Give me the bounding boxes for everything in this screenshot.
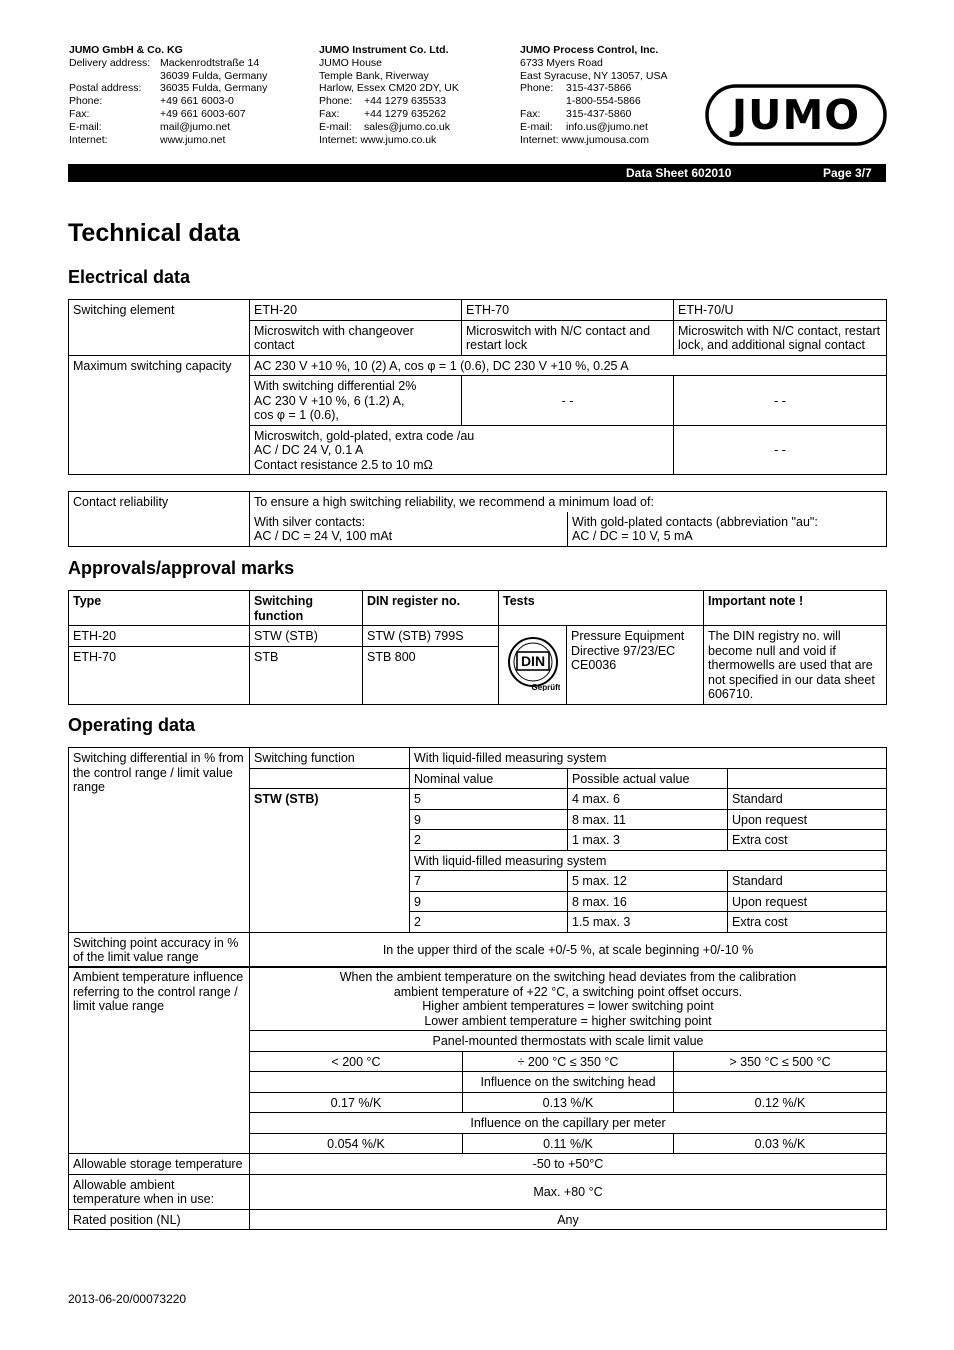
table-cell	[728, 768, 887, 789]
table-cell	[250, 967, 887, 1031]
internet-line: Internet: www.jumo.co.uk	[319, 133, 437, 146]
contact-label: Phone:	[319, 95, 353, 108]
din-mark-text: DIN	[520, 653, 545, 669]
cell-line: AC / DC 24 V, 0.1 A	[254, 443, 364, 457]
contact-label: Delivery address:	[69, 56, 151, 69]
table-cell: 5 max. 12	[568, 871, 728, 892]
contact-row	[520, 108, 667, 121]
table-cell: Pressure Equipment Directive 97/23/EC CE0036	[567, 626, 704, 705]
contact-row	[69, 95, 267, 108]
contact-value: 315-437-5866	[566, 82, 632, 95]
table-cell: ETH-20	[69, 626, 250, 647]
data-sheet-number: Data Sheet 602010	[626, 166, 732, 180]
contact-row	[520, 121, 667, 134]
cell-line: AC / DC = 10 V, 5 mA	[572, 529, 693, 543]
table-cell: With liquid-filled measuring system	[410, 748, 887, 769]
label-cell: Switching differential in % from the control range / limit value range	[69, 748, 250, 933]
contact-value: +44 1279 635262	[364, 107, 447, 120]
table-cell: 0.03 %/K	[674, 1133, 887, 1154]
contact-label: Fax:	[319, 107, 340, 120]
page-number: Page 3/7	[823, 166, 872, 180]
contact-label: Postal address:	[69, 82, 142, 95]
address-line: 6733 Myers Road	[520, 56, 603, 69]
table-cell: 4 max. 6	[568, 789, 728, 810]
table-cell: In the upper third of the scale +0/-5 %, at scale beginning +0/-10 %	[250, 932, 887, 967]
table-cell	[674, 1072, 887, 1093]
cell-line: AC 230 V +10 %, 6 (1.2) A,	[254, 393, 405, 408]
cell-line: Lower ambient temperature = higher switching point	[424, 1013, 712, 1028]
table-cell: Upon request	[728, 891, 887, 912]
table-cell: Influence on the switching head	[463, 1072, 674, 1093]
table-cell: ETH-70/U	[674, 300, 887, 321]
table-cell: 2	[410, 912, 568, 933]
table-cell	[250, 768, 410, 789]
contact-row	[69, 82, 267, 95]
table-cell: STB 800	[363, 646, 499, 704]
table-cell: STW (STB)	[250, 789, 410, 933]
cell-line: With gold-plated contacts (abbreviation "au":	[572, 514, 818, 529]
table-cell: STW (STB)	[250, 626, 363, 647]
table-cell: 0.13 %/K	[463, 1092, 674, 1113]
cell-line: Microswitch, gold-plated, extra code /au	[254, 428, 475, 443]
contact-value: +49 661 6003-0	[160, 95, 234, 108]
table-cell: -50 to +50°C	[250, 1154, 887, 1175]
label-cell: Contact reliability	[69, 492, 250, 547]
internet-line: Internet: www.jumousa.com	[520, 133, 649, 146]
table-cell: 0.11 %/K	[463, 1133, 674, 1154]
table-cell: ETH-20	[250, 300, 462, 321]
address-line: Harlow, Essex CM20 2DY, UK	[319, 82, 459, 95]
table-cell: Microswitch with N/C contact and restart lock	[462, 320, 674, 355]
table-cell: - -	[674, 425, 887, 475]
table-cell: AC 230 V +10 %, 10 (2) A, cos φ = 1 (0.6), DC 230 V +10 %, 0.25 A	[250, 355, 887, 376]
table-cell	[250, 512, 568, 547]
table-cell: With liquid-filled measuring system	[410, 850, 887, 871]
contact-row	[319, 121, 459, 134]
table-cell: The DIN registry no. will become null and void if thermowells are used that are not specified in our data sheet 606710.	[704, 626, 887, 705]
company-name: JUMO GmbH & Co. KG	[69, 44, 183, 56]
company-name: JUMO Process Control, Inc.	[520, 44, 659, 56]
label-cell: Allowable ambient temperature when in use:	[69, 1174, 250, 1209]
contact-row	[69, 57, 267, 70]
table-cell: Switching function	[250, 748, 410, 769]
table-cell: Standard	[728, 871, 887, 892]
company-name: JUMO Instrument Co. Ltd.	[319, 44, 449, 56]
table-cell	[568, 512, 887, 547]
table-cell: Any	[250, 1209, 887, 1230]
table-cell: STB	[250, 646, 363, 704]
table-cell: 2	[410, 830, 568, 851]
table-cell: 7	[410, 871, 568, 892]
table-cell: 1.5 max. 3	[568, 912, 728, 933]
table-cell: Extra cost	[728, 912, 887, 933]
contact-value: info.us@jumo.net	[566, 120, 648, 133]
section-heading-operating: Operating data	[68, 715, 196, 735]
table-cell: Upon request	[728, 809, 887, 830]
column-header: Type	[69, 591, 250, 626]
contact-value: 36035 Fulda, Germany	[160, 82, 268, 95]
table-cell: ETH-70	[69, 646, 250, 704]
section-heading-electrical: Electrical data	[68, 267, 191, 287]
contact-value: +44 1279 635533	[364, 95, 447, 108]
table-cell: Panel-mounted thermostats with scale limit value	[250, 1031, 887, 1052]
label-cell: Switching point accuracy in % of the limit value range	[69, 932, 250, 967]
contact-row	[69, 70, 267, 83]
label-cell: Switching element	[69, 300, 250, 356]
cell-line: AC / DC = 24 V, 100 mAt	[254, 529, 393, 543]
label-cell: Allowable storage temperature	[69, 1154, 250, 1175]
table-cell: - -	[674, 376, 887, 426]
contact-label: E-mail:	[319, 120, 352, 133]
contact-row	[69, 134, 267, 147]
table-cell: Possible actual value	[568, 768, 728, 789]
cell-line: Contact resistance 2.5 to 10 mΩ	[254, 457, 433, 472]
contact-row	[520, 82, 667, 95]
table-cell: Extra cost	[728, 830, 887, 851]
table-cell: To ensure a high switching reliability, we recommend a minimum load of:	[250, 492, 887, 512]
contact-label: E-mail:	[520, 120, 553, 133]
contact-value: sales@jumo.co.uk	[364, 120, 450, 133]
din-mark-cell	[499, 626, 567, 705]
cell-line: With silver contacts:	[254, 514, 366, 529]
address-usa	[520, 44, 667, 146]
contact-value: 315-437-5860	[566, 107, 632, 120]
label-cell: Rated position (NL)	[69, 1209, 250, 1230]
document-footer: 2013-06-20/00073220	[68, 1292, 187, 1306]
contact-label: Phone:	[520, 82, 554, 95]
approvals-table	[68, 590, 887, 705]
contact-row	[319, 95, 459, 108]
contact-value: www.jumo.net	[160, 133, 226, 146]
table-cell: 8 max. 16	[568, 891, 728, 912]
table-cell: Standard	[728, 789, 887, 810]
contact-label: Phone:	[69, 95, 103, 108]
contact-label: E-mail:	[69, 120, 102, 133]
table-cell: 9	[410, 809, 568, 830]
contact-value: 1-800-554-5866	[566, 95, 641, 108]
address-uk	[319, 44, 459, 146]
label-cell: Maximum switching capacity	[69, 355, 250, 475]
contact-value: 36039 Fulda, Germany	[160, 69, 268, 82]
address-germany	[69, 44, 267, 146]
table-cell: - -	[462, 376, 674, 426]
contact-row	[69, 121, 267, 134]
section-heading-approvals: Approvals/approval marks	[68, 558, 295, 578]
table-cell: STW (STB) 799S	[363, 626, 499, 647]
table-cell: 0.17 %/K	[250, 1092, 463, 1113]
table-cell: < 200 °C	[250, 1051, 463, 1072]
cell-line: When the ambient temperature on the switching head deviates from the calibration	[339, 970, 797, 984]
address-line: JUMO House	[319, 56, 383, 69]
logo-text: JUMO	[731, 91, 861, 139]
operating-table	[68, 747, 887, 968]
contact-row	[520, 95, 667, 108]
contact-label: Fax:	[69, 107, 90, 120]
cell-line: Higher ambient temperatures = lower switching point	[422, 999, 714, 1013]
table-cell: Max. +80 °C	[250, 1174, 887, 1209]
table-cell: 9	[410, 891, 568, 912]
table-cell: 1 max. 3	[568, 830, 728, 851]
contact-label	[69, 70, 160, 83]
contact-value: Mackenrodtstraße 14	[160, 56, 260, 69]
contact-reliability-table	[68, 491, 887, 547]
table-cell	[250, 376, 462, 426]
column-header: Important note !	[704, 591, 887, 626]
table-cell: 0.054 %/K	[250, 1133, 463, 1154]
jumo-logo	[705, 84, 887, 146]
column-header: Tests	[499, 591, 704, 626]
contact-row	[69, 108, 267, 121]
table-cell: Microswitch with changeover contact	[250, 320, 462, 355]
contact-value: mail@jumo.net	[160, 120, 231, 133]
contact-value: +49 661 6003-607	[160, 107, 246, 120]
contact-label	[520, 95, 566, 108]
din-approval-icon	[506, 635, 560, 691]
electrical-table	[68, 299, 887, 475]
ambient-table	[68, 966, 887, 1230]
cell-line: cos φ = 1 (0.6),	[254, 408, 339, 422]
address-line: East Syracuse, NY 13057, USA	[520, 69, 668, 82]
table-cell: ÷ 200 °C ≤ 350 °C	[463, 1051, 674, 1072]
table-cell: 8 max. 11	[568, 809, 728, 830]
table-cell	[250, 425, 674, 475]
din-mark-subtext: Geprüft	[531, 683, 560, 691]
table-cell: ETH-70	[462, 300, 674, 321]
table-cell: Microswitch with N/C contact, restart lock, and additional signal contact	[674, 320, 887, 355]
cell-line: With switching differential 2%	[254, 379, 417, 393]
table-cell: 0.12 %/K	[674, 1092, 887, 1113]
contact-label: Fax:	[520, 107, 541, 120]
table-cell: Nominal value	[410, 768, 568, 789]
table-cell	[250, 1072, 463, 1093]
contact-row	[319, 108, 459, 121]
label-cell: Ambient temperature influence referring to the control range / limit value range	[69, 967, 250, 1154]
table-cell: > 350 °C ≤ 500 °C	[674, 1051, 887, 1072]
table-cell: Influence on the capillary per meter	[250, 1113, 887, 1134]
header-bar	[68, 164, 886, 182]
page-title: Technical data	[68, 219, 240, 247]
cell-line: ambient temperature of +22 °C, a switching point offset occurs.	[393, 984, 743, 999]
column-header: DIN register no.	[363, 591, 499, 626]
contact-label: Internet:	[69, 133, 108, 146]
column-header: Switching function	[250, 591, 363, 626]
table-cell: 5	[410, 789, 568, 810]
address-line: Temple Bank, Riverway	[319, 69, 429, 82]
